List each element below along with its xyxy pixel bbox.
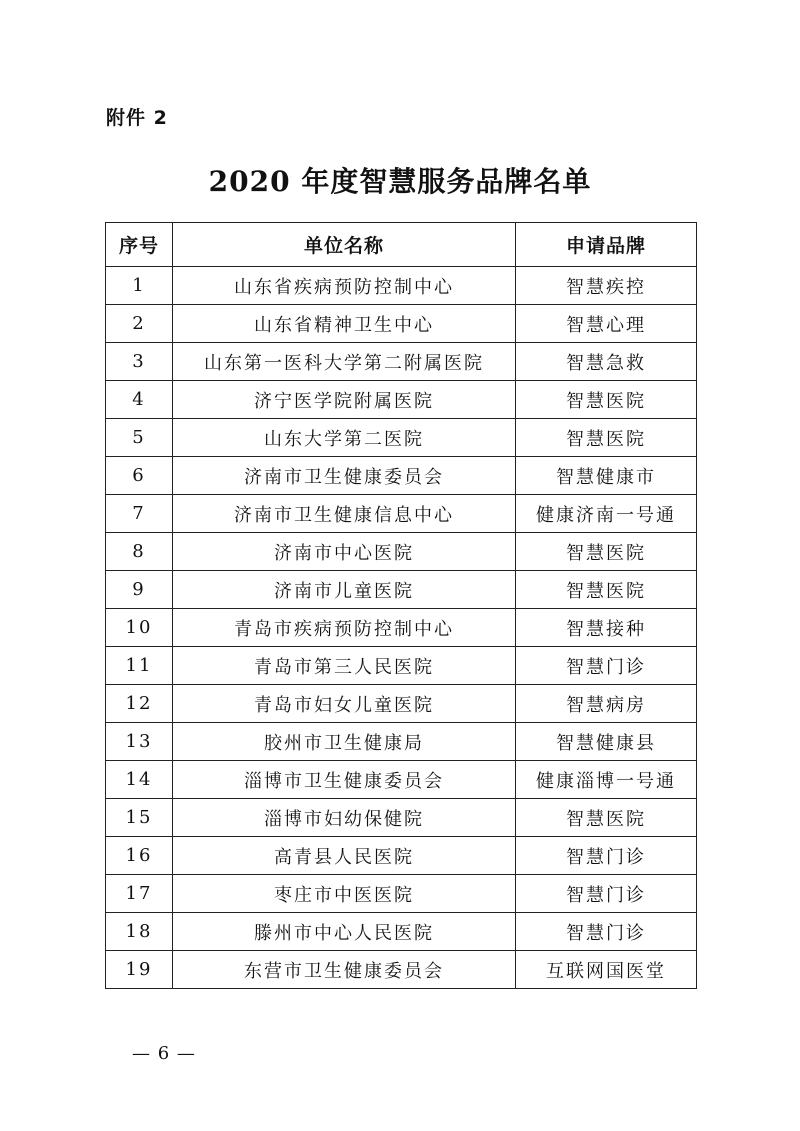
unit-name-cell: 淄博市妇幼保健院 <box>173 799 516 837</box>
unit-name-cell: 青岛市第三人民医院 <box>173 647 516 685</box>
header-unit-name: 单位名称 <box>173 223 516 267</box>
serial-number-cell: 4 <box>106 381 173 419</box>
unit-name-cell: 枣庄市中医医院 <box>173 875 516 913</box>
table-row <box>106 419 697 457</box>
serial-number-cell: 12 <box>106 685 173 723</box>
brand-name-cell: 智慧医院 <box>516 533 697 571</box>
table-row <box>106 267 697 305</box>
unit-name-cell: 济南市儿童医院 <box>173 571 516 609</box>
brand-name-cell: 智慧健康县 <box>516 723 697 761</box>
header-serial-number: 序号 <box>106 223 173 267</box>
unit-name-cell: 济宁医学院附属医院 <box>173 381 516 419</box>
unit-name-cell: 滕州市中心人民医院 <box>173 913 516 951</box>
table-row <box>106 647 697 685</box>
brand-name-cell: 智慧门诊 <box>516 837 697 875</box>
serial-number-cell: 17 <box>106 875 173 913</box>
serial-number-cell: 7 <box>106 495 173 533</box>
table-body <box>106 267 697 989</box>
brand-name-cell: 智慧医院 <box>516 571 697 609</box>
serial-number-cell: 2 <box>106 305 173 343</box>
serial-number-cell: 9 <box>106 571 173 609</box>
serial-number-cell: 1 <box>106 267 173 305</box>
table-row <box>106 343 697 381</box>
serial-number-cell: 14 <box>106 761 173 799</box>
header-applied-brand: 申请品牌 <box>516 223 697 267</box>
unit-name-cell: 青岛市妇女儿童医院 <box>173 685 516 723</box>
serial-number-cell: 18 <box>106 913 173 951</box>
serial-number-cell: 19 <box>106 951 173 989</box>
brand-name-cell: 智慧门诊 <box>516 875 697 913</box>
table-row <box>106 495 697 533</box>
brand-name-cell: 智慧医院 <box>516 381 697 419</box>
serial-number-cell: 5 <box>106 419 173 457</box>
brand-name-cell: 健康济南一号通 <box>516 495 697 533</box>
brand-name-cell: 智慧急救 <box>516 343 697 381</box>
serial-number-cell: 15 <box>106 799 173 837</box>
table-row <box>106 305 697 343</box>
brand-name-cell: 智慧健康市 <box>516 457 697 495</box>
table-row <box>106 381 697 419</box>
serial-number-cell: 3 <box>106 343 173 381</box>
table-row <box>106 951 697 989</box>
serial-number-cell: 13 <box>106 723 173 761</box>
table-row <box>106 913 697 951</box>
table-row <box>106 723 697 761</box>
unit-name-cell: 山东省精神卫生中心 <box>173 305 516 343</box>
unit-name-cell: 淄博市卫生健康委员会 <box>173 761 516 799</box>
brand-name-cell: 互联网国医堂 <box>516 951 697 989</box>
brand-name-cell: 智慧医院 <box>516 419 697 457</box>
brand-list-table <box>105 222 697 989</box>
brand-name-cell: 智慧心理 <box>516 305 697 343</box>
table-row <box>106 609 697 647</box>
brand-name-cell: 智慧病房 <box>516 685 697 723</box>
table-row <box>106 761 697 799</box>
unit-name-cell: 东营市卫生健康委员会 <box>173 951 516 989</box>
unit-name-cell: 济南市卫生健康委员会 <box>173 457 516 495</box>
unit-name-cell: 山东省疾病预防控制中心 <box>173 267 516 305</box>
brand-name-cell: 智慧疾控 <box>516 267 697 305</box>
unit-name-cell: 高青县人民医院 <box>173 837 516 875</box>
page-number: — 6 — <box>132 1043 196 1064</box>
table-row <box>106 685 697 723</box>
serial-number-cell: 16 <box>106 837 173 875</box>
serial-number-cell: 8 <box>106 533 173 571</box>
table-header-row <box>106 223 697 267</box>
unit-name-cell: 山东大学第二医院 <box>173 419 516 457</box>
serial-number-cell: 10 <box>106 609 173 647</box>
brand-name-cell: 智慧门诊 <box>516 647 697 685</box>
table-row <box>106 457 697 495</box>
table-row <box>106 837 697 875</box>
brand-name-cell: 智慧接种 <box>516 609 697 647</box>
table-row <box>106 571 697 609</box>
attachment-label: 附件 2 <box>106 107 168 129</box>
unit-name-cell: 济南市中心医院 <box>173 533 516 571</box>
table-row <box>106 875 697 913</box>
table-row <box>106 799 697 837</box>
document-title: 2020 年度智慧服务品牌名单 <box>208 165 592 198</box>
brand-name-cell: 智慧门诊 <box>516 913 697 951</box>
brand-name-cell: 健康淄博一号通 <box>516 761 697 799</box>
unit-name-cell: 青岛市疾病预防控制中心 <box>173 609 516 647</box>
serial-number-cell: 6 <box>106 457 173 495</box>
table-header <box>106 223 697 267</box>
unit-name-cell: 济南市卫生健康信息中心 <box>173 495 516 533</box>
brand-name-cell: 智慧医院 <box>516 799 697 837</box>
table-row <box>106 533 697 571</box>
unit-name-cell: 胶州市卫生健康局 <box>173 723 516 761</box>
unit-name-cell: 山东第一医科大学第二附属医院 <box>173 343 516 381</box>
serial-number-cell: 11 <box>106 647 173 685</box>
